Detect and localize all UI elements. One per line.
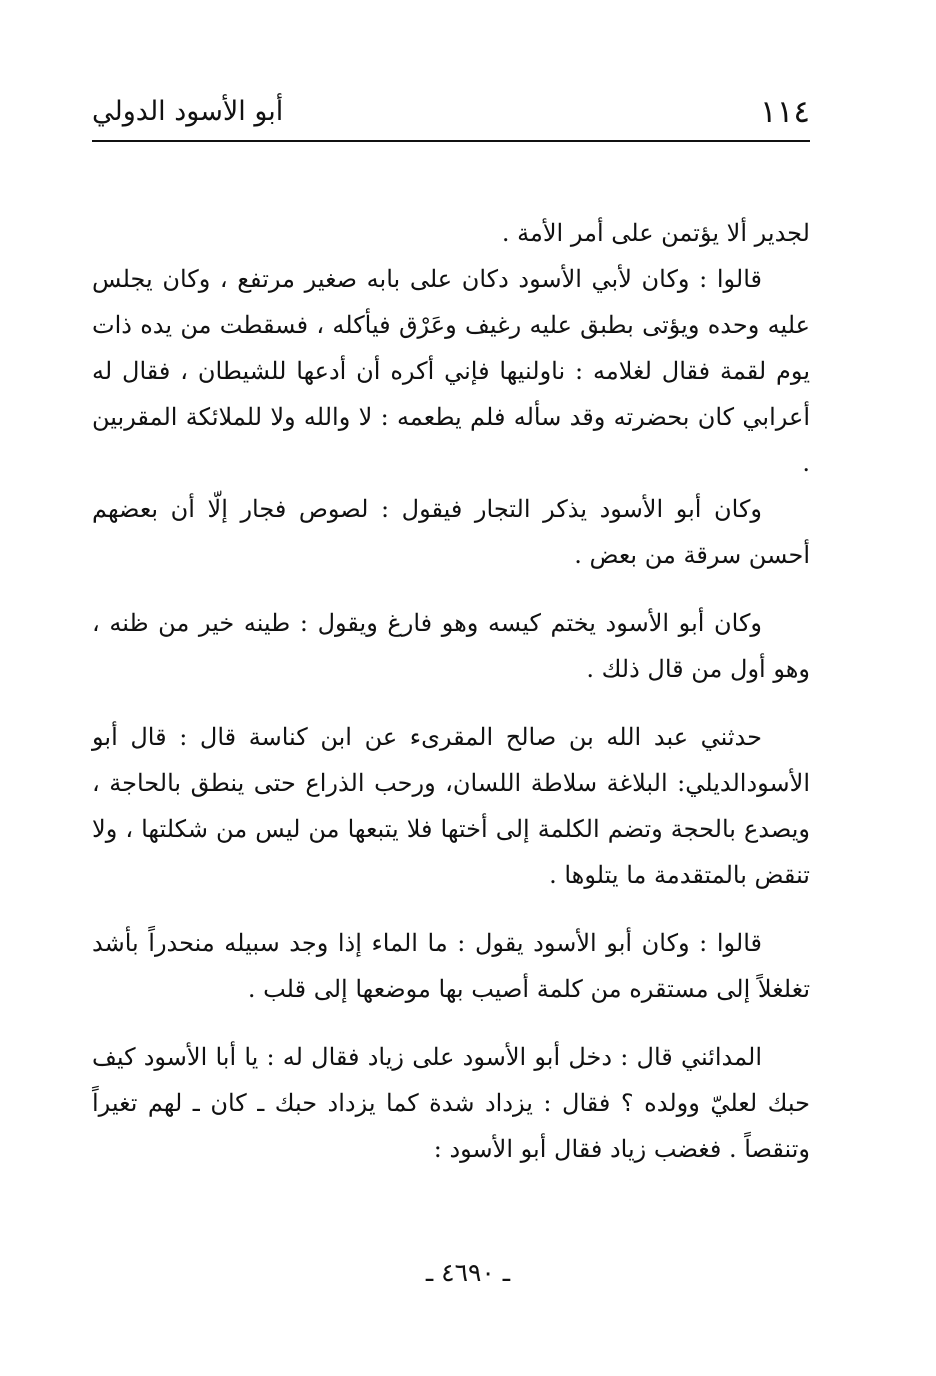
- paragraph-1: لجدير ألا يؤتمن على أمر الأمة .: [501, 219, 810, 247]
- page-footer: [0, 1258, 936, 1287]
- paragraph-5: حدثني عبد الله بن صالح المقرىء عن ابن كناسة قال : قال أبو الأسودالديلي: البلاغة سلاطة اللسان، ورحب الذراع حتى ينطق بالحاجة ، ويصدع بالحجة وتضم الكلمة إلى أختها فلا يتبعها من ليس من شكلتها ، ولا تنقض بالمتقدمة ما يتلوها .: [92, 723, 810, 889]
- header-rule: [92, 140, 810, 142]
- paragraph-3: وكان أبو الأسود يذكر التجار فيقول : لصوص فجار إلّا أن بعضهم أحسن سرقة من بعض .: [92, 495, 810, 569]
- paragraph-4: وكان أبو الأسود يختم كيسه وهو فارغ ويقول : طينه خير من ظنه ، وهو أول من قال ذلك .: [92, 609, 810, 683]
- footer-page-marker: ـ ٤٦٩٠ ـ: [425, 1258, 511, 1287]
- page-number: ١١٤: [760, 94, 810, 130]
- body-text: [92, 210, 810, 1172]
- running-title: أبو الأسود الدولي: [92, 96, 284, 127]
- paragraph-6: قالوا : وكان أبو الأسود يقول : ما الماء إذا وجد سبيله منحدراً بأشد تغلغلاً إلى مستقره من كلمة أصيب بها موضعها إلى قلب .: [92, 929, 810, 1003]
- paragraph-2: قالوا : وكان لأبي الأسود دكان على بابه صغير مرتفع ، وكان يجلس عليه وحده ويؤتى بطبق عليه رغيف وعَرْق فيأكله ، فسقطت من يده ذات يوم لقمة فقال لغلامه : ناولنيها فإني أكره أن أدعها للشيطان ، فقال له أعرابي كان بحضرته وقد سأله فلم يطعمه : لا والله ولا للملائكة المقربين .: [92, 265, 810, 477]
- page-header: [92, 92, 810, 138]
- paragraph-7: المدائني قال : دخل أبو الأسود على زياد فقال له : يا أبا الأسود كيف حبك لعليّ وولده ؟ فقال : يزداد شدة كما يزداد حبك ـ كان ـ لهم تغيراً وتنقصاً . فغضب زياد فقال أبو الأسود :: [92, 1043, 810, 1163]
